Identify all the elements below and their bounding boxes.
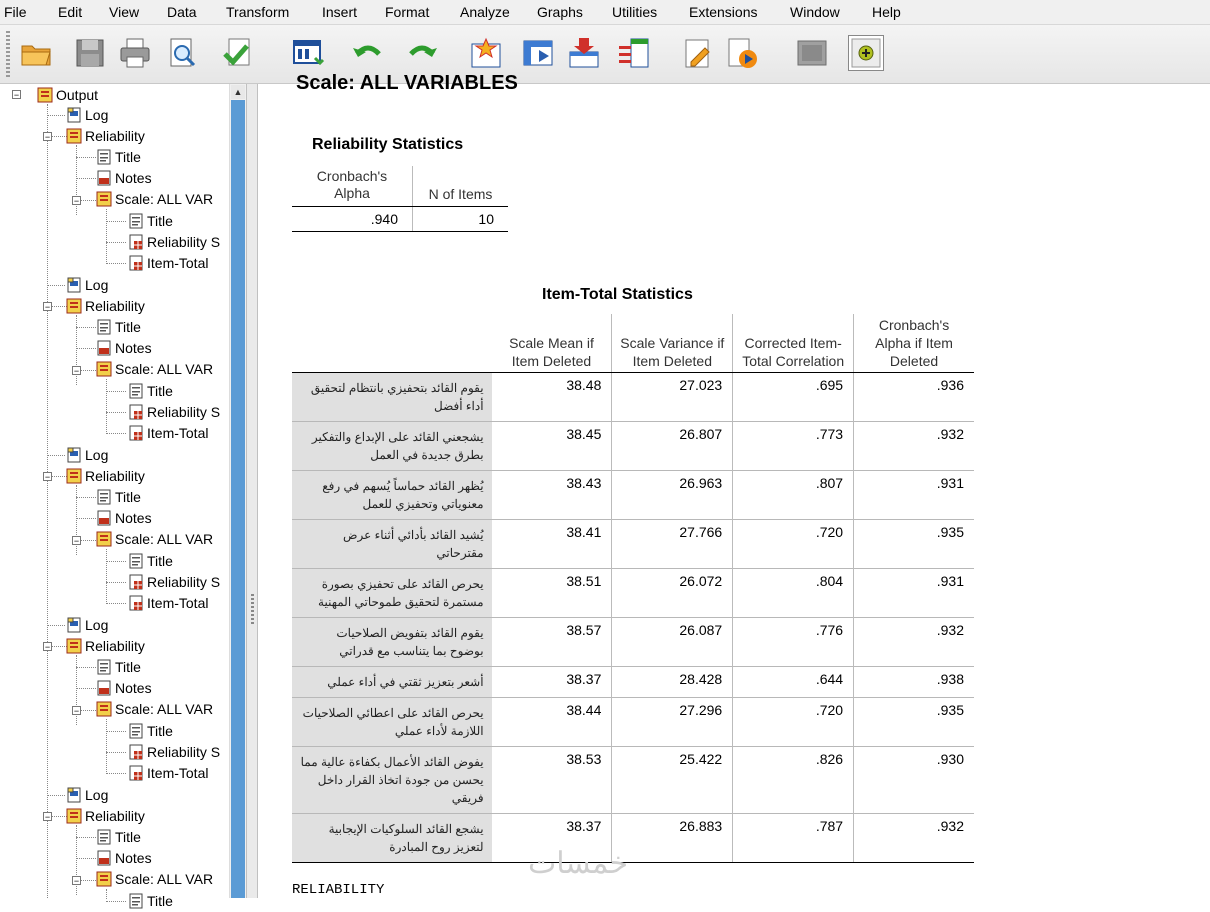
tree-line [76,688,96,689]
reliability-statistics-title: Reliability Statistics [312,136,464,153]
tree-label: Reliability [85,468,145,484]
table-icon [128,765,144,781]
notes-icon [96,510,112,526]
output-icon [66,298,82,314]
tree-line [76,497,96,498]
pane-splitter[interactable] [246,84,258,898]
row-label: يشجع القائد السلوكيات الإيجابية لتعزيز روح المبادرة [292,814,492,863]
output-outline [0,84,246,909]
tree-item-total-statistics[interactable] [128,253,208,273]
print-icon[interactable] [117,35,153,71]
tree-label: Scale: ALL VAR [115,191,214,207]
title-icon [128,383,144,399]
tree-sub-title[interactable] [128,721,173,741]
correlation-cell: .804 [733,569,854,618]
menu-analyze[interactable]: Analyze [460,4,510,20]
tree-line [76,178,96,179]
tree-label: Reliability [85,638,145,654]
alpha-cell: .936 [854,373,974,422]
tree-label: Title [115,149,141,165]
tree-line [106,221,126,222]
scale-variance-cell: 25.422 [612,747,733,814]
table-icon [128,234,144,250]
header-n-of-items: N of Items [413,166,509,207]
notes-icon [96,850,112,866]
title-icon [96,149,112,165]
title-icon [96,319,112,335]
tree-line [106,889,107,899]
scale-mean-cell: 38.41 [492,520,612,569]
output-icon [66,128,82,144]
alpha-cell: .931 [854,471,974,520]
tree-line [106,433,126,434]
menu-transform[interactable]: Transform [226,4,290,20]
tree-scale[interactable] [96,699,213,719]
scale-mean-cell: 38.51 [492,569,612,618]
tree-title[interactable] [96,827,141,847]
watermark: خمسات [528,847,629,880]
tree-label: Title [147,383,173,399]
header-scale-mean: Scale Mean if Item Deleted [492,314,612,373]
tree-scale[interactable] [96,869,213,889]
tree-output[interactable] [37,85,98,105]
run-script-icon[interactable] [724,35,760,71]
tree-label: Reliability S [147,574,221,590]
tree-line [47,104,48,898]
tree-label: Output [56,87,99,103]
tree-line [106,901,126,902]
alpha-cell: .930 [854,747,974,814]
menu-edit[interactable]: Edit [58,4,83,20]
tree-label: Item-Total [147,765,209,781]
scroll-up-arrow-icon[interactable]: ▲ [231,85,245,99]
output-icon [96,531,112,547]
designate-window-icon[interactable] [680,35,716,71]
correlation-cell: .826 [733,747,854,814]
tree-sub-title[interactable] [128,891,173,911]
correlation-cell: .776 [733,618,854,667]
outline-scrollbar[interactable] [229,84,247,898]
goto-data-icon[interactable] [468,35,504,71]
collapse-toggle-icon[interactable]: − [13,90,20,100]
tree-scale[interactable] [96,359,213,379]
tree-notes[interactable] [96,338,152,358]
row-label: أشعر بتعزيز ثقتي في أداء عملي [292,667,492,698]
header-cronbachs-alpha: Cronbach's Alpha [292,166,413,207]
tree-sub-title[interactable] [128,551,173,571]
table-row[interactable] [292,667,974,698]
tree-log[interactable] [66,275,108,295]
alpha-cell: .938 [854,667,974,698]
tree-label: Reliability S [147,404,221,420]
toolbar-grip[interactable] [6,31,10,77]
tree-label: Notes [115,850,152,866]
correlation-cell: .644 [733,667,854,698]
goto-variable-icon[interactable] [566,35,602,71]
tree-label: Log [85,107,109,123]
tree-label: Item-Total [147,255,209,271]
title-icon [128,213,144,229]
tree-notes[interactable] [96,678,152,698]
scale-variance-cell: 26.963 [612,471,733,520]
header-row-label [292,314,492,373]
table-icon [128,255,144,271]
goto-case-icon[interactable] [520,35,556,71]
table-row[interactable] [292,569,974,618]
scroll-thumb[interactable] [231,100,245,898]
scale-mean-cell: 38.45 [492,422,612,471]
tree-label: Title [147,213,173,229]
tree-title[interactable] [96,147,141,167]
tree-line [106,412,126,413]
tree-line [106,379,107,432]
table-row[interactable] [292,747,974,814]
scale-variance-cell: 26.883 [612,814,733,863]
table-row[interactable] [292,698,974,747]
tree-reliability-statistics[interactable] [128,742,220,762]
tree-reliability-statistics[interactable] [128,402,220,422]
tree-reliability-statistics[interactable] [128,572,220,592]
tree-reliability[interactable] [66,806,145,826]
promote-icon[interactable] [848,35,884,71]
save-icon[interactable] [72,35,108,71]
tree-line [106,582,126,583]
tree-label: Item-Total [147,425,209,441]
table-row[interactable] [292,618,974,667]
correlation-cell: .787 [733,814,854,863]
tree-notes[interactable] [96,848,152,868]
scale-variance-cell: 27.296 [612,698,733,747]
reliability-statistics-table[interactable] [292,166,508,232]
tree-label: Scale: ALL VAR [115,701,214,717]
tree-reliability[interactable] [66,466,145,486]
title-icon [128,553,144,569]
tree-label: Title [147,723,173,739]
toolbar [0,25,1210,84]
title-icon [96,659,112,675]
scale-heading: Scale: ALL VARIABLES [296,72,518,94]
tree-line [106,391,126,392]
tree-label: Reliability S [147,744,221,760]
item-total-statistics-title: Item-Total Statistics [542,286,693,303]
tree-label: Title [115,829,141,845]
notes-icon [96,340,112,356]
title-icon [128,893,144,909]
tree-sub-title[interactable] [128,211,173,231]
log-icon [66,447,82,463]
table-row[interactable] [292,520,974,569]
tree-label: Log [85,447,109,463]
tree-line [106,263,126,264]
tree-label: Notes [115,680,152,696]
tree-label: Notes [115,510,152,526]
tree-reliability[interactable] [66,296,145,316]
splitter-grip[interactable] [251,594,254,624]
alpha-cell: .932 [854,618,974,667]
tree-scale[interactable] [96,529,213,549]
collapse-toggle-icon[interactable]: − [44,812,51,822]
tree-label: Item-Total [147,595,209,611]
n-items-value: 10 [413,207,509,232]
tree-line [76,348,96,349]
table-row[interactable] [292,373,974,422]
alpha-value: .940 [292,207,413,232]
collapse-toggle-icon[interactable]: − [73,706,80,716]
tree-label: Log [85,277,109,293]
scale-variance-cell: 26.072 [612,569,733,618]
table-row[interactable] [292,814,974,863]
tree-line [106,773,126,774]
tree-label: Title [115,659,141,675]
title-icon [128,723,144,739]
tree-line [76,667,96,668]
output-icon [96,191,112,207]
syntax-command: RELIABILITY [292,882,385,898]
output-icon [96,361,112,377]
table-row[interactable] [292,422,974,471]
output-icon [37,87,53,103]
row-label: يُشيد القائد بأدائي أثناء عرض مقترحاتي [292,520,492,569]
tree-label: Reliability [85,808,145,824]
tree-log[interactable] [66,105,108,125]
collapse-toggle-icon[interactable]: − [73,876,80,886]
log-icon [66,787,82,803]
tree-line [76,327,96,328]
row-label: يقوم القائد بتفويض الصلاحيات بوضوح بما يتناسب مع قدراتي [292,618,492,667]
menu-format[interactable]: Format [385,4,430,20]
notes-icon [96,680,112,696]
log-icon [66,277,82,293]
scale-mean-cell: 38.48 [492,373,612,422]
correlation-cell: .695 [733,373,854,422]
print-preview-icon[interactable] [164,35,200,71]
table-icon [128,404,144,420]
tree-label: Scale: ALL VAR [115,361,214,377]
tree-sub-title[interactable] [128,381,173,401]
alpha-cell: .932 [854,422,974,471]
collapse-toggle-icon[interactable]: − [73,536,80,546]
collapse-toggle-icon[interactable]: − [73,366,80,376]
menu-help[interactable]: Help [872,4,901,20]
export-icon[interactable] [220,35,256,71]
tree-label: Notes [115,340,152,356]
menu-extensions[interactable]: Extensions [689,4,758,20]
scale-mean-cell: 38.53 [492,747,612,814]
table-icon [128,574,144,590]
tree-notes[interactable] [96,508,152,528]
row-label: يُظهر القائد حماساً يُسهم في رفع معنوياتي وتحفيزي للعمل [292,471,492,520]
scale-mean-cell: 38.57 [492,618,612,667]
table-icon [128,595,144,611]
tree-label: Title [115,319,141,335]
tree-scale[interactable] [96,189,213,209]
row-label: يقوم القائد بتحفيزي بانتظام لتحقيق أداء أفضل [292,373,492,422]
notes-icon [96,170,112,186]
scale-variance-cell: 26.087 [612,618,733,667]
menu-graphs[interactable]: Graphs [537,4,583,20]
tree-line [106,242,126,243]
tree-reliability-statistics[interactable] [128,232,220,252]
tree-line [106,561,126,562]
output-icon [66,468,82,484]
menu-bar [0,0,1210,25]
menu-file[interactable]: File [4,4,27,20]
alpha-cell: .931 [854,569,974,618]
scale-mean-cell: 38.43 [492,471,612,520]
row-label: يفوض القائد الأعمال بكفاءة عالية مما يحسن من جودة اتخاذ القرار داخل فريقي [292,747,492,814]
header-alpha-if-deleted: Cronbach's Alpha if Item Deleted [854,314,974,373]
scale-mean-cell: 38.37 [492,814,612,863]
log-icon [66,107,82,123]
collapse-toggle-icon[interactable]: − [44,642,51,652]
collapse-toggle-icon[interactable]: − [73,196,80,206]
tree-line [76,837,96,838]
tree-title[interactable] [96,487,141,507]
output-icon [96,701,112,717]
scale-mean-cell: 38.37 [492,667,612,698]
tree-line [76,858,96,859]
redo-icon[interactable] [404,35,440,71]
tree-reliability[interactable] [66,636,145,656]
table-icon [128,744,144,760]
tree-reliability[interactable] [66,126,145,146]
tree-item-total-statistics[interactable] [128,593,208,613]
tree-label: Scale: ALL VAR [115,531,214,547]
tree-label: Reliability [85,298,145,314]
collapse-toggle-icon[interactable]: − [44,472,51,482]
tree-label: Log [85,617,109,633]
header-scale-variance: Scale Variance if Item Deleted [612,314,733,373]
header-corrected-correlation: Corrected Item-Total Correlation [733,314,854,373]
tree-title[interactable] [96,317,141,337]
tree-line [106,719,107,772]
tree-item-total-statistics[interactable] [128,763,208,783]
hide-icon[interactable] [794,35,830,71]
correlation-cell: .773 [733,422,854,471]
correlation-cell: .720 [733,520,854,569]
tree-line [76,157,96,158]
title-icon [96,489,112,505]
log-icon [66,617,82,633]
menu-insert[interactable]: Insert [322,4,358,20]
tree-line [106,549,107,602]
output-icon [66,638,82,654]
scale-variance-cell: 28.428 [612,667,733,698]
alpha-cell: .935 [854,698,974,747]
tree-notes[interactable] [96,168,152,188]
tree-line [47,285,65,286]
recall-dialog-icon[interactable] [290,35,326,71]
output-icon [66,808,82,824]
undo-icon[interactable] [350,35,386,71]
title-icon [96,829,112,845]
collapse-toggle-icon[interactable]: − [44,132,51,142]
tree-title[interactable] [96,657,141,677]
menu-utilities[interactable]: Utilities [612,4,658,20]
tree-label: Reliability S [147,234,221,250]
row-label: يشجعني القائد على الإبداع والتفكير بطرق جديدة في العمل [292,422,492,471]
menu-data[interactable]: Data [167,4,197,20]
tree-label: Reliability [85,128,145,144]
tree-line [106,731,126,732]
table-icon [128,425,144,441]
tree-line [47,455,65,456]
tree-log[interactable] [66,445,108,465]
tree-label: Title [147,553,173,569]
output-icon [96,871,112,887]
tree-line [106,209,107,262]
open-icon[interactable] [18,35,54,71]
row-label: يحرص القائد على اعطائي الصلاحيات اللازمة لأداء عملي [292,698,492,747]
item-total-statistics-table[interactable] [292,314,974,863]
row-label: يحرص القائد على تحفيزي بصورة مستمرة لتحقيق طموحاتي المهنية [292,569,492,618]
tree-label: Title [115,489,141,505]
tree-line [47,115,65,116]
tree-label: Title [147,893,173,909]
correlation-cell: .720 [733,698,854,747]
correlation-cell: .807 [733,471,854,520]
menu-window[interactable]: Window [790,4,840,20]
tree-log[interactable] [66,615,108,635]
tree-line [47,625,65,626]
tree-line [106,752,126,753]
tree-line [47,795,65,796]
scale-variance-cell: 26.807 [612,422,733,471]
tree-log[interactable] [66,785,108,805]
tree-label: Notes [115,170,152,186]
scale-mean-cell: 38.44 [492,698,612,747]
output-content [258,72,1210,898]
table-row[interactable] [292,471,974,520]
tree-label: Log [85,787,109,803]
variables-icon[interactable] [616,35,652,71]
tree-item-total-statistics[interactable] [128,423,208,443]
tree-line [106,603,126,604]
tree-label: Scale: ALL VAR [115,871,214,887]
scale-variance-cell: 27.766 [612,520,733,569]
alpha-cell: .932 [854,814,974,863]
alpha-cell: .935 [854,520,974,569]
tree-line [76,518,96,519]
menu-view[interactable]: View [109,4,140,20]
scale-variance-cell: 27.023 [612,373,733,422]
collapse-toggle-icon[interactable]: − [44,302,51,312]
